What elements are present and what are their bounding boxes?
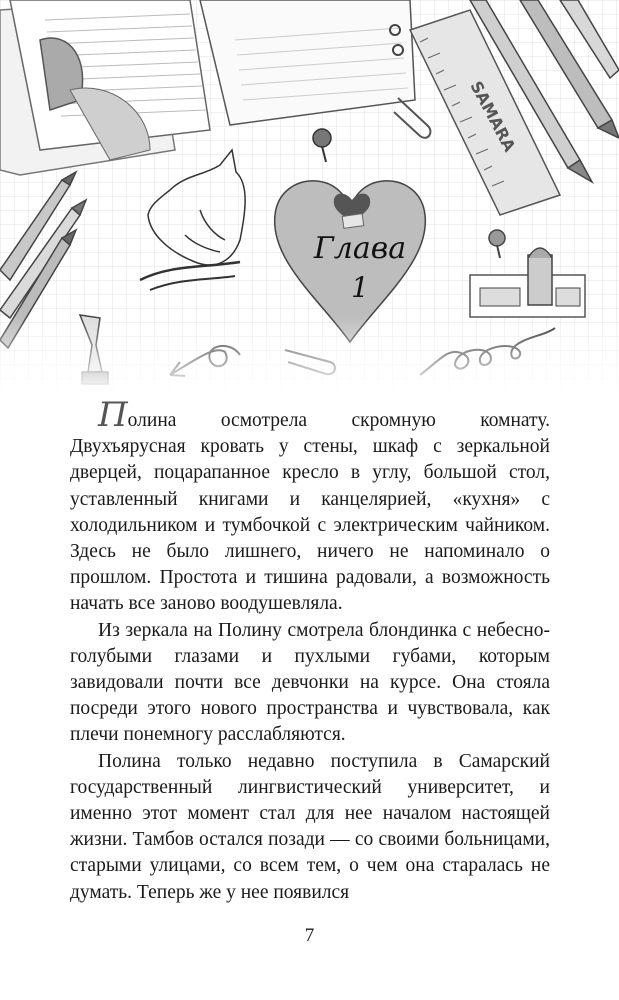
paragraph-3: Полина только недавно поступила в Самарский государственный лингвистический университет, и именно этот момент стал для нее началом настоящей жизни. Тамбов остался позади — со своими больницами, старыми улицами, со всем тем, о чем она старалась не думать. Теперь же у нее появился <box>70 750 550 903</box>
drop-cap: П <box>98 395 128 435</box>
page-number: 7 <box>304 925 315 946</box>
paragraph-2: Из зеркала на Полину смотрела блондинка с небесно-голубыми глазами и пухлыми губами, которым завидовали почти все девчонки на курсе. Она стояла посреди этого нового пространства и чувствовала, как плечи понемногу расслабляются. <box>70 619 550 746</box>
paragraph-1 <box>70 395 550 618</box>
chapter-illustration <box>0 0 619 395</box>
paragraph-1-text: олина осмотрела скромную комнату. Двухъярусная кровать у стены, шкаф с зеркальной дверцей, поцарапанное кресло в углу, большой стол, уставленный книгами и канцелярией, «кухня» с холодильником и тумбочкой с электрическим чайником. Здесь не было лишнего, ничего не напоминало о прошлом. Простота и тишина радовали, а возможность начать все заново воодушевляла. <box>70 410 550 615</box>
chapter-body <box>70 395 550 906</box>
